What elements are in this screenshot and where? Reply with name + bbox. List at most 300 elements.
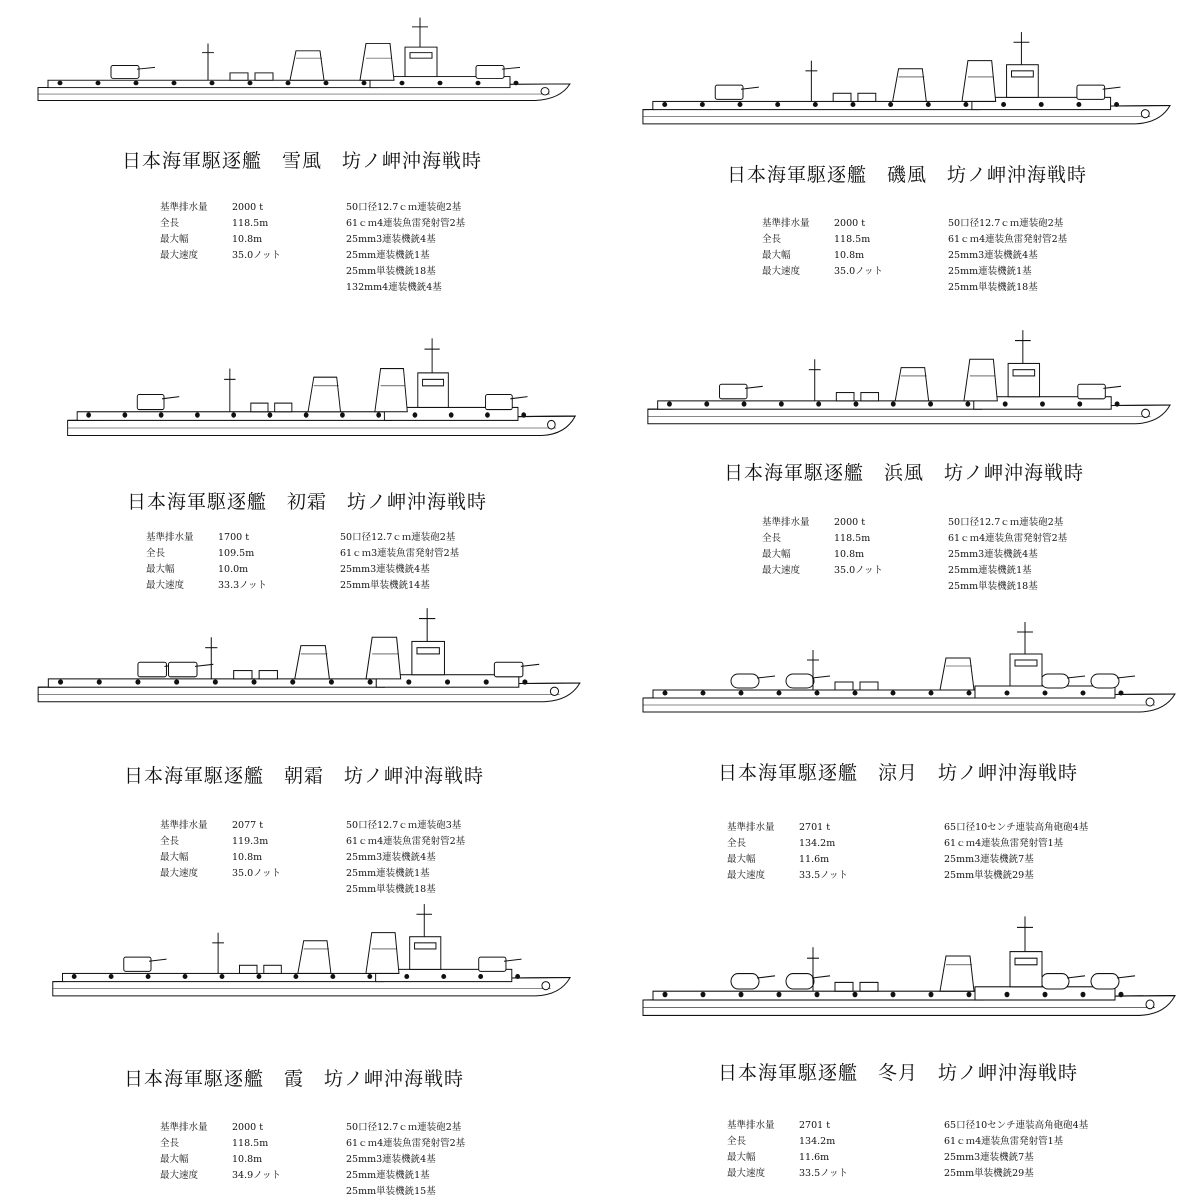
spec-label: 全長 xyxy=(762,533,782,544)
aa-gun-icon xyxy=(777,992,781,996)
spec-row xyxy=(160,834,342,850)
aa-gun-icon xyxy=(926,102,930,106)
aa-gun-icon xyxy=(159,413,163,417)
ship-title: 日本海軍駆逐艦 涼月 坊ノ岬沖海戦時 xyxy=(718,762,1079,784)
spec-value: 33.3ノット xyxy=(218,580,267,591)
aa-gun-icon xyxy=(1041,402,1045,406)
spec-value: 11.6m xyxy=(799,854,830,865)
spec-row xyxy=(146,530,328,546)
spec-value: 134.2m xyxy=(799,1136,836,1147)
aa-gun-icon xyxy=(291,680,295,684)
spec-label: 最大幅 xyxy=(762,250,791,261)
armament-item: 25mm単装機銃18基 xyxy=(948,282,1038,293)
aa-gun-icon xyxy=(286,81,290,85)
armament-item: 25mm3連装機銃4基 xyxy=(346,852,436,863)
spec-row xyxy=(727,868,909,884)
armament-item: 25mm単装機銃29基 xyxy=(944,870,1034,881)
aa-gun-icon xyxy=(377,413,381,417)
aa-gun-icon xyxy=(407,680,411,684)
spec-row xyxy=(727,1134,909,1150)
aa-gun-icon xyxy=(442,974,446,978)
armament-item: 132mm4連装機銃4基 xyxy=(346,282,442,293)
spec-table xyxy=(160,200,342,264)
spec-row xyxy=(146,546,328,562)
aa-gun-icon xyxy=(1115,402,1119,406)
aa-gun-icon xyxy=(96,81,100,85)
aa-gun-icon xyxy=(1005,691,1009,695)
spec-value: 2000 t xyxy=(232,1122,264,1133)
funnel-icon xyxy=(375,369,407,412)
aa-gun-icon xyxy=(1002,102,1006,106)
armament-item: 65口径10センチ連装高角砲砲4基 xyxy=(944,822,1089,833)
spec-value: 2000 t xyxy=(834,218,866,229)
aa-gun-icon xyxy=(853,691,857,695)
armament-list xyxy=(340,530,459,594)
funnel-icon xyxy=(940,658,974,690)
spec-label: 最大幅 xyxy=(160,1154,189,1165)
aa-gun-icon xyxy=(257,974,261,978)
spec-label: 最大幅 xyxy=(160,234,189,245)
spec-row xyxy=(762,547,944,563)
aa-gun-icon xyxy=(413,413,417,417)
torpedo-tube-icon xyxy=(275,403,292,412)
armament-item: 61ｃｍ4連装魚雷発射管2基 xyxy=(948,533,1068,544)
spec-label: 全長 xyxy=(762,234,782,245)
aa-gun-icon xyxy=(739,992,743,996)
bridge-icon xyxy=(412,641,445,674)
bridge-icon xyxy=(1010,654,1042,686)
funnel-icon xyxy=(308,377,340,412)
aa-gun-icon xyxy=(705,402,709,406)
aa-gun-icon xyxy=(331,974,335,978)
gun-turret-icon xyxy=(731,674,759,688)
aa-gun-icon xyxy=(445,680,449,684)
spec-row xyxy=(160,818,342,834)
spec-row xyxy=(146,578,328,594)
armament-item: 25mm単装機銃29基 xyxy=(944,1168,1034,1179)
aa-gun-icon xyxy=(252,680,256,684)
ship-profile-drawing xyxy=(30,14,575,106)
spec-value: 2000 t xyxy=(232,202,264,213)
funnel-icon xyxy=(290,51,324,80)
spec-table xyxy=(727,820,909,884)
anchor-icon xyxy=(1141,110,1149,118)
aa-gun-icon xyxy=(523,680,527,684)
bridge-icon xyxy=(1008,363,1039,396)
ship-title: 日本海軍駆逐艦 霞 坊ノ岬沖海戦時 xyxy=(124,1068,465,1090)
funnel-icon xyxy=(366,637,401,679)
gun-turret-icon xyxy=(168,662,197,677)
spec-value: 35.0ノット xyxy=(834,565,883,576)
aa-gun-icon xyxy=(929,691,933,695)
aa-gun-icon xyxy=(929,402,933,406)
aa-gun-icon xyxy=(891,402,895,406)
ship-profile-drawing xyxy=(60,334,580,442)
funnel-icon xyxy=(893,69,927,102)
spec-label: 最大幅 xyxy=(160,852,189,863)
aa-gun-icon xyxy=(815,992,819,996)
armament-item: 25mm連装機銃1基 xyxy=(948,266,1032,277)
ship-title: 日本海軍駆逐艦 浜風 坊ノ岬沖海戦時 xyxy=(724,462,1085,484)
aa-gun-icon xyxy=(663,102,667,106)
aa-gun-icon xyxy=(742,402,746,406)
spec-value: 10.8m xyxy=(834,549,865,560)
gun-turret-icon xyxy=(731,974,759,989)
gun-turret-icon xyxy=(786,974,814,989)
spec-row xyxy=(762,264,944,280)
ship-title: 日本海軍駆逐艦 初霜 坊ノ岬沖海戦時 xyxy=(127,491,488,513)
gun-turret-icon xyxy=(137,394,164,409)
spec-label: 最大速度 xyxy=(727,870,766,881)
spec-table xyxy=(727,1118,909,1182)
spec-value: 1700 t xyxy=(218,532,250,543)
armament-item: 25mm単装機銃14基 xyxy=(340,580,430,591)
aa-gun-icon xyxy=(486,413,490,417)
armament-item: 61ｃｍ4連装魚雷発射管2基 xyxy=(346,836,466,847)
aa-gun-icon xyxy=(701,992,705,996)
armament-list xyxy=(346,1120,465,1200)
ship-profile-drawing xyxy=(635,618,1180,718)
spec-label: 基準排水量 xyxy=(762,517,810,528)
armament-list xyxy=(346,818,465,898)
spec-label: 最大速度 xyxy=(146,580,185,591)
armament-item: 25mm3連装機銃4基 xyxy=(948,250,1038,261)
aa-gun-icon xyxy=(134,81,138,85)
torpedo-tube-icon xyxy=(836,393,854,401)
spec-row xyxy=(727,820,909,836)
torpedo-tube-icon xyxy=(860,982,878,991)
spec-value: 2000 t xyxy=(834,517,866,528)
aa-gun-icon xyxy=(966,402,970,406)
aa-gun-icon xyxy=(1043,691,1047,695)
funnel-icon xyxy=(962,61,996,102)
spec-row xyxy=(762,563,944,579)
spec-label: 最大速度 xyxy=(727,1168,766,1179)
ship-title: 日本海軍駆逐艦 磯風 坊ノ岬沖海戦時 xyxy=(727,164,1088,186)
gun-turret-icon xyxy=(720,384,747,399)
spec-label: 最大速度 xyxy=(762,565,801,576)
armament-item: 25mm3連装機銃7基 xyxy=(944,1152,1034,1163)
gun-turret-icon xyxy=(1078,384,1105,399)
aa-gun-icon xyxy=(324,81,328,85)
funnel-icon xyxy=(940,956,974,991)
spec-label: 全長 xyxy=(146,548,166,559)
spec-row xyxy=(160,1120,342,1136)
gun-turret-icon xyxy=(1041,674,1069,688)
spec-row xyxy=(160,216,342,232)
gun-turret-icon xyxy=(124,957,151,971)
spec-table xyxy=(762,515,944,579)
armament-item: 50口径12.7ｃｍ連装砲2基 xyxy=(340,532,456,543)
spec-value: 33.5ノット xyxy=(799,870,848,881)
aa-gun-icon xyxy=(739,691,743,695)
aa-gun-icon xyxy=(667,402,671,406)
spec-value: 10.8m xyxy=(232,234,263,245)
gun-turret-icon xyxy=(1091,974,1119,989)
aa-gun-icon xyxy=(484,680,488,684)
aa-gun-icon xyxy=(1005,992,1009,996)
aa-gun-icon xyxy=(294,974,298,978)
ship-title: 日本海軍駆逐艦 雪風 坊ノ岬沖海戦時 xyxy=(122,150,483,172)
torpedo-tube-icon xyxy=(234,671,252,679)
aa-gun-icon xyxy=(183,974,187,978)
spec-value: 35.0ノット xyxy=(232,868,281,879)
aa-gun-icon xyxy=(964,102,968,106)
spec-value: 118.5m xyxy=(834,533,871,544)
armament-item: 25mm連装機銃1基 xyxy=(346,868,430,879)
aa-gun-icon xyxy=(700,102,704,106)
aa-gun-icon xyxy=(889,102,893,106)
spec-value: 10.8m xyxy=(834,250,865,261)
aa-gun-icon xyxy=(1119,691,1123,695)
aa-gun-icon xyxy=(58,81,62,85)
aa-gun-icon xyxy=(268,413,272,417)
aa-gun-icon xyxy=(1043,992,1047,996)
aa-gun-icon xyxy=(87,413,91,417)
spec-value: 109.5m xyxy=(218,548,255,559)
armament-item: 65口径10センチ連装高角砲砲4基 xyxy=(944,1120,1089,1131)
aa-gun-icon xyxy=(967,691,971,695)
funnel-icon xyxy=(366,933,399,974)
aa-gun-icon xyxy=(341,413,345,417)
aa-gun-icon xyxy=(449,413,453,417)
armament-item: 61ｃｍ4連装魚雷発射管1基 xyxy=(944,1136,1064,1147)
aa-gun-icon xyxy=(1077,102,1081,106)
funnel-icon xyxy=(964,359,997,401)
ship-profile-drawing xyxy=(30,604,585,708)
armament-list xyxy=(944,1118,1088,1182)
armament-list xyxy=(948,515,1067,595)
spec-table xyxy=(160,1120,342,1184)
gun-turret-icon xyxy=(138,662,167,677)
gun-turret-icon xyxy=(786,674,814,688)
spec-value: 33.5ノット xyxy=(799,1168,848,1179)
aa-gun-icon xyxy=(663,691,667,695)
aa-gun-icon xyxy=(891,691,895,695)
aa-gun-icon xyxy=(97,680,101,684)
armament-item: 61ｃｍ3連装魚雷発射管2基 xyxy=(340,548,460,559)
aa-gun-icon xyxy=(663,992,667,996)
aa-gun-icon xyxy=(1003,402,1007,406)
aa-gun-icon xyxy=(195,413,199,417)
armament-item: 25mm3連装機銃4基 xyxy=(948,549,1038,560)
spec-table xyxy=(762,216,944,280)
aa-gun-icon xyxy=(479,974,483,978)
torpedo-tube-icon xyxy=(264,965,282,973)
bridge-icon xyxy=(1007,65,1039,98)
gun-turret-icon xyxy=(486,394,513,409)
armament-item: 25mm単装機銃15基 xyxy=(346,1186,436,1197)
spec-row xyxy=(160,1168,342,1184)
spec-row xyxy=(160,850,342,866)
spec-value: 2701 t xyxy=(799,822,831,833)
spec-row xyxy=(727,1150,909,1166)
aa-gun-icon xyxy=(210,81,214,85)
spec-label: 最大幅 xyxy=(146,564,175,575)
spec-table xyxy=(160,818,342,882)
armament-list xyxy=(944,820,1088,884)
aa-gun-icon xyxy=(929,992,933,996)
aa-gun-icon xyxy=(232,413,236,417)
aa-gun-icon xyxy=(405,974,409,978)
spec-label: 最大幅 xyxy=(727,854,756,865)
aa-gun-icon xyxy=(400,81,404,85)
torpedo-tube-icon xyxy=(255,73,273,80)
spec-row xyxy=(727,852,909,868)
spec-label: 基準排水量 xyxy=(160,820,208,831)
ship-profile-drawing xyxy=(635,912,1180,1022)
spec-row xyxy=(727,836,909,852)
anchor-icon xyxy=(1146,1000,1154,1009)
aa-gun-icon xyxy=(813,102,817,106)
armament-item: 61ｃｍ4連装魚雷発射管2基 xyxy=(346,218,466,229)
aa-gun-icon xyxy=(146,974,150,978)
aa-gun-icon xyxy=(853,992,857,996)
aa-gun-icon xyxy=(304,413,308,417)
funnel-icon xyxy=(895,368,928,401)
spec-row xyxy=(762,248,944,264)
armament-item: 25mm連装機銃1基 xyxy=(948,565,1032,576)
spec-value: 118.5m xyxy=(834,234,871,245)
spec-label: 全長 xyxy=(160,1138,180,1149)
aa-gun-icon xyxy=(817,402,821,406)
torpedo-tube-icon xyxy=(259,671,277,679)
spec-label: 基準排水量 xyxy=(727,1120,775,1131)
spec-row xyxy=(160,1152,342,1168)
armament-item: 61ｃｍ4連装魚雷発射管2基 xyxy=(948,234,1068,245)
anchor-icon xyxy=(548,420,556,429)
aa-gun-icon xyxy=(1119,992,1123,996)
spec-value: 2077 t xyxy=(232,820,264,831)
spec-row xyxy=(160,866,342,882)
aa-gun-icon xyxy=(891,992,895,996)
spec-row xyxy=(762,515,944,531)
armament-item: 50口径12.7ｃｍ連装砲3基 xyxy=(346,820,462,831)
anchor-icon xyxy=(1146,698,1154,706)
torpedo-tube-icon xyxy=(251,403,268,412)
aa-gun-icon xyxy=(777,691,781,695)
spec-label: 全長 xyxy=(160,836,180,847)
spec-label: 最大速度 xyxy=(160,1170,199,1181)
anchor-icon xyxy=(1142,409,1150,417)
armament-item: 61ｃｍ4連装魚雷発射管2基 xyxy=(346,1138,466,1149)
aa-gun-icon xyxy=(1081,992,1085,996)
ship-profile-drawing xyxy=(45,900,575,1002)
spec-value: 10.8m xyxy=(232,1154,263,1165)
spec-label: 最大幅 xyxy=(727,1152,756,1163)
funnel-icon xyxy=(295,646,330,679)
armament-item: 50口径12.7ｃｍ連装砲2基 xyxy=(346,202,462,213)
anchor-icon xyxy=(542,982,550,990)
spec-row xyxy=(727,1166,909,1182)
aa-gun-icon xyxy=(175,680,179,684)
aa-gun-icon xyxy=(1078,402,1082,406)
spec-label: 最大幅 xyxy=(762,549,791,560)
aa-gun-icon xyxy=(1081,691,1085,695)
gun-turret-icon xyxy=(111,66,139,79)
spec-row xyxy=(762,232,944,248)
spec-value: 134.2m xyxy=(799,838,836,849)
aa-gun-icon xyxy=(1039,102,1043,106)
aa-gun-icon xyxy=(72,974,76,978)
torpedo-tube-icon xyxy=(835,982,853,991)
aa-gun-icon xyxy=(516,974,520,978)
spec-label: 基準排水量 xyxy=(727,822,775,833)
torpedo-tube-icon xyxy=(858,93,876,101)
armament-item: 25mm単装機銃18基 xyxy=(346,884,436,895)
aa-gun-icon xyxy=(123,413,127,417)
bridge-icon xyxy=(1010,952,1042,987)
bridge-icon xyxy=(410,937,441,970)
aa-gun-icon xyxy=(368,974,372,978)
torpedo-tube-icon xyxy=(239,965,257,973)
armament-item: 25mm3連装機銃4基 xyxy=(340,564,430,575)
funnel-icon xyxy=(298,941,331,974)
torpedo-tube-icon xyxy=(860,682,878,690)
gun-turret-icon xyxy=(1041,974,1069,989)
spec-value: 10.8m xyxy=(232,852,263,863)
spec-row xyxy=(146,562,328,578)
spec-label: 全長 xyxy=(160,218,180,229)
spec-value: 119.3m xyxy=(232,836,269,847)
aa-gun-icon xyxy=(967,992,971,996)
spec-label: 全長 xyxy=(727,1136,747,1147)
aa-gun-icon xyxy=(1115,102,1119,106)
spec-value: 35.0ノット xyxy=(834,266,883,277)
gun-turret-icon xyxy=(715,85,743,99)
torpedo-tube-icon xyxy=(833,93,851,101)
anchor-icon xyxy=(541,88,549,95)
spec-label: 全長 xyxy=(727,838,747,849)
aa-gun-icon xyxy=(776,102,780,106)
armament-item: 25mm単装機銃18基 xyxy=(948,581,1038,592)
spec-label: 基準排水量 xyxy=(160,1122,208,1133)
armament-item: 25mm単装機銃18基 xyxy=(346,266,436,277)
aa-gun-icon xyxy=(779,402,783,406)
aa-gun-icon xyxy=(59,680,63,684)
spec-row xyxy=(160,232,342,248)
armament-item: 50口径12.7ｃｍ連装砲2基 xyxy=(948,517,1064,528)
aa-gun-icon xyxy=(213,680,217,684)
spec-value: 118.5m xyxy=(232,1138,269,1149)
aa-gun-icon xyxy=(701,691,705,695)
gun-turret-icon xyxy=(476,66,504,79)
aa-gun-icon xyxy=(362,81,366,85)
gun-turret-icon xyxy=(494,662,523,677)
aa-gun-icon xyxy=(329,680,333,684)
aa-gun-icon xyxy=(172,81,176,85)
armament-list xyxy=(948,216,1067,296)
torpedo-tube-icon xyxy=(861,393,879,401)
ship-profile-drawing xyxy=(640,326,1175,430)
gun-turret-icon xyxy=(479,957,506,971)
torpedo-tube-icon xyxy=(835,682,853,690)
gun-turret-icon xyxy=(1077,85,1105,99)
gun-turret-icon xyxy=(1091,674,1119,688)
spec-row xyxy=(762,216,944,232)
aa-gun-icon xyxy=(815,691,819,695)
spec-row xyxy=(160,248,342,264)
armament-item: 61ｃｍ4連装魚雷発射管1基 xyxy=(944,838,1064,849)
spec-label: 基準排水量 xyxy=(762,218,810,229)
aa-gun-icon xyxy=(514,81,518,85)
aa-gun-icon xyxy=(368,680,372,684)
spec-label: 基準排水量 xyxy=(146,532,194,543)
aa-gun-icon xyxy=(476,81,480,85)
spec-row xyxy=(160,1136,342,1152)
spec-value: 11.6m xyxy=(799,1152,830,1163)
spec-value: 118.5m xyxy=(232,218,269,229)
